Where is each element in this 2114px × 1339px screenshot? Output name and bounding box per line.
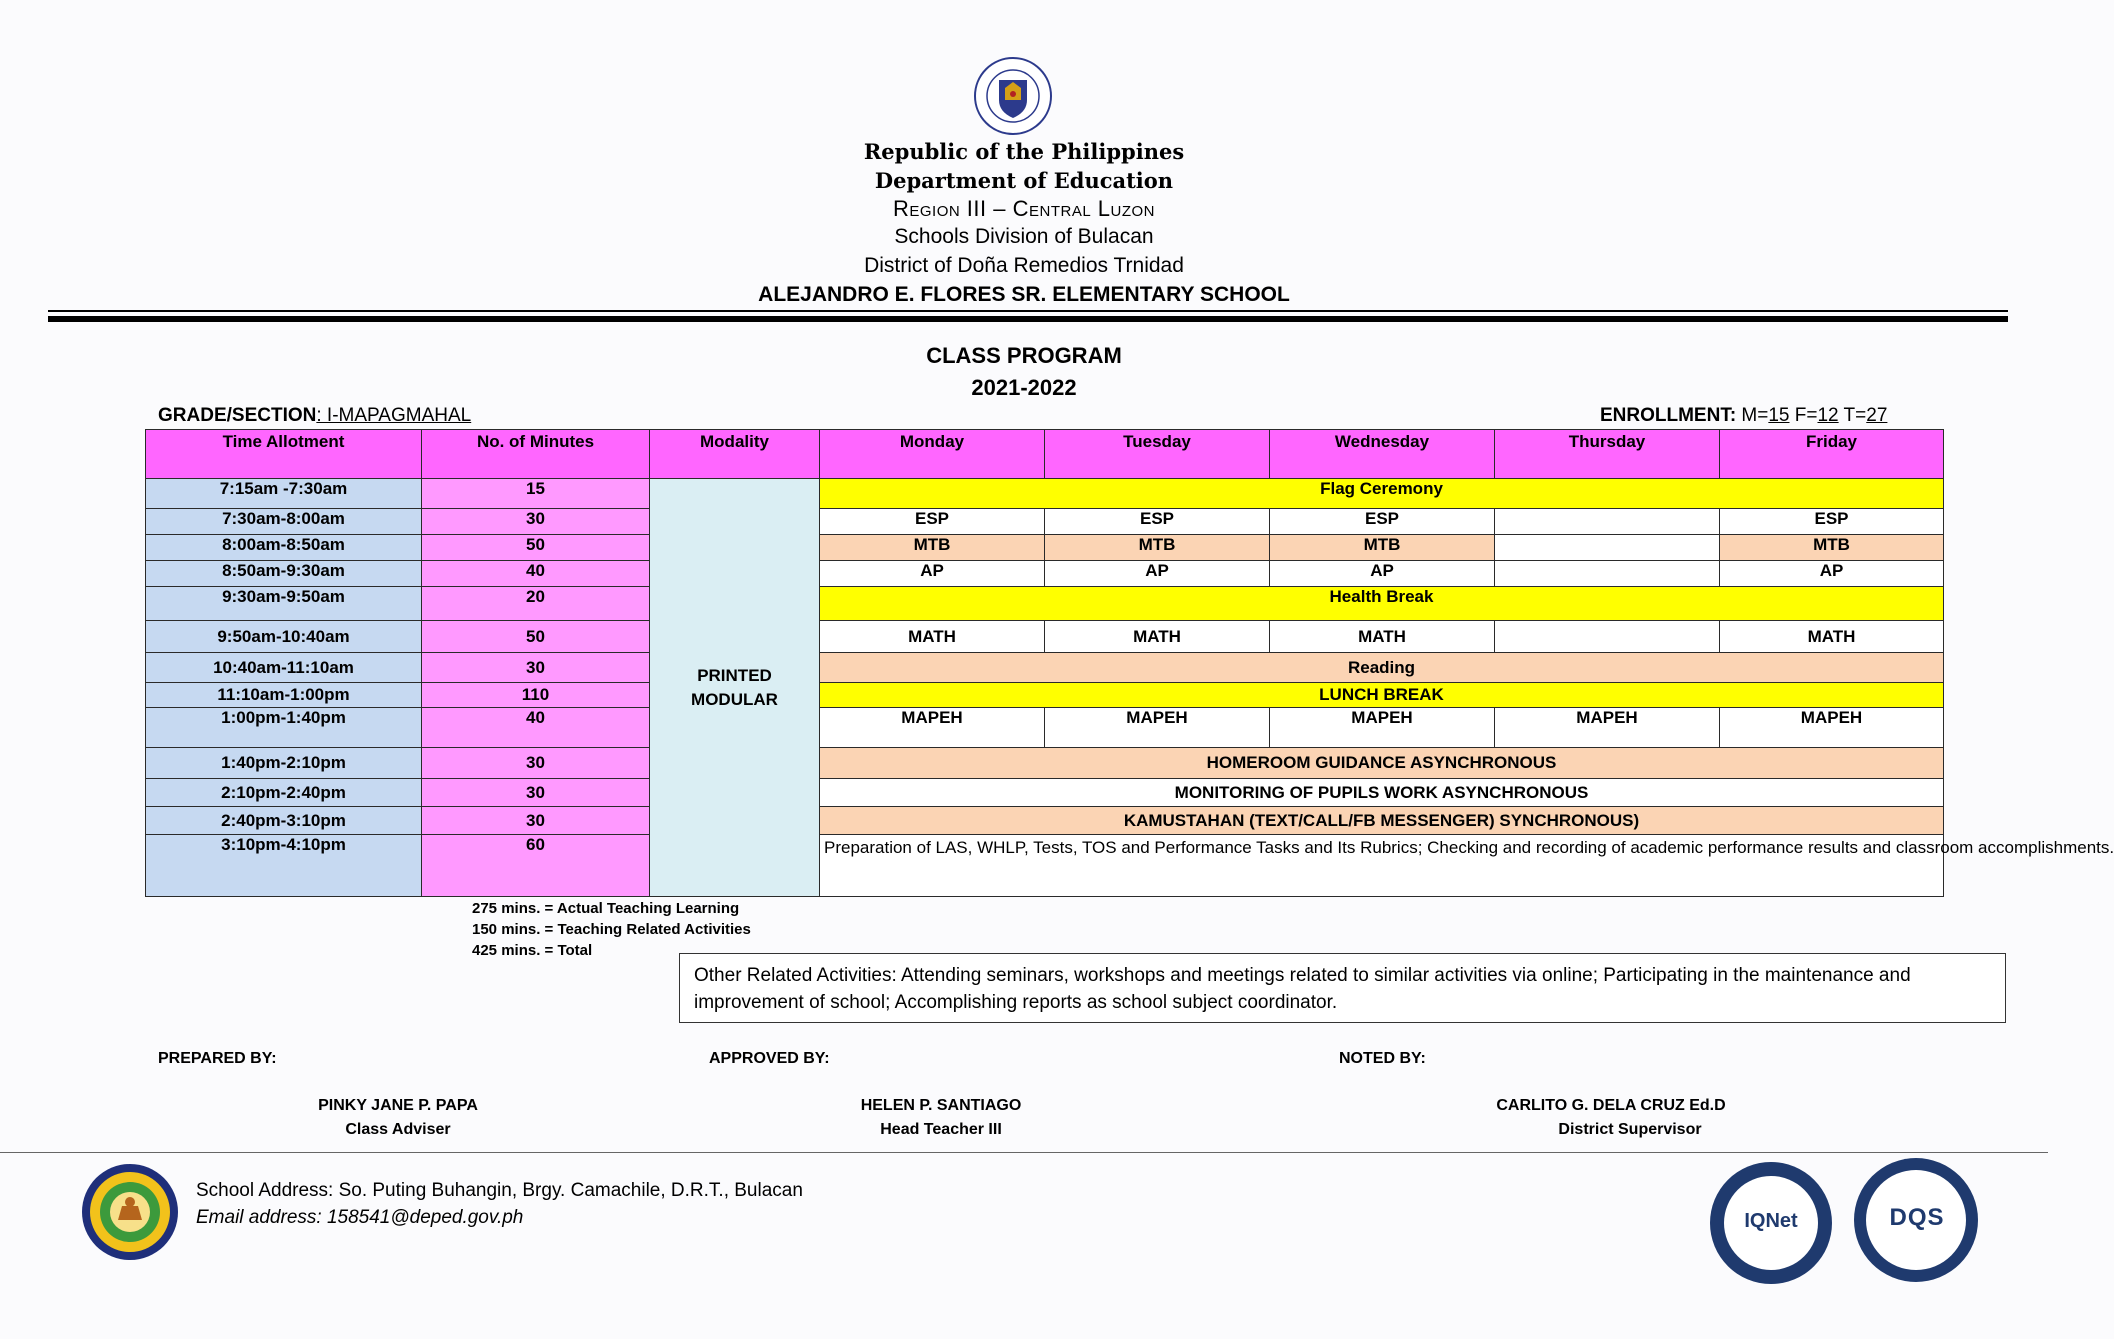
summary-line: 275 mins. = Actual Teaching Learning (472, 900, 740, 917)
other-activities-box: Other Related Activities: Attending seminars, workshops and meetings related to similar activities via online; Participating in the maintenance and improvement of school; Accomplishing reports as school subject coordinator. (679, 953, 2006, 1023)
noted-name: CARLITO G. DELA CRUZ Ed.D (1496, 1097, 1726, 1114)
iqnet-label: IQNet (1744, 1210, 1798, 1232)
subject-cell: MAPEH (1495, 708, 1720, 748)
monitoring-cell: MONITORING OF PUPILS WORK ASYNCHRONOUS (820, 779, 1944, 807)
minutes-cell: 30 (422, 807, 650, 835)
header-divider-thick (48, 316, 2008, 322)
prepared-name: PINKY JANE P. PAPA (318, 1097, 478, 1114)
enrollment-f: 12 (1817, 405, 1839, 426)
subject-cell: MTB (820, 535, 1045, 561)
enrollment-m: 15 (1768, 405, 1790, 426)
minutes-cell: 40 (422, 561, 650, 587)
table-row (146, 479, 1944, 509)
subject-cell (1495, 535, 1720, 561)
subject-cell: AP (1045, 561, 1270, 587)
school-email: Email address: 158541@deped.gov.ph (196, 1207, 524, 1228)
region-line: Region III – Central Luzon (892, 196, 1156, 221)
table-row (146, 683, 1944, 708)
table-row (146, 708, 1944, 748)
header-monday: Monday (820, 430, 1045, 479)
reading-cell: Reading (820, 653, 1944, 683)
subject-cell: MTB (1270, 535, 1495, 561)
time-cell: 10:40am-11:10am (146, 653, 422, 683)
header-time-allotment: Time Allotment (146, 430, 422, 479)
subject-cell (1495, 509, 1720, 535)
republic-line: Republic of the Philippines (863, 139, 1185, 164)
dqs-iso-badge (1844, 1158, 1990, 1282)
header-modality: Modality (650, 430, 820, 479)
table-row (146, 835, 1944, 897)
table-row (146, 509, 1944, 535)
minutes-cell: 50 (422, 621, 650, 653)
time-cell: 9:30am-9:50am (146, 587, 422, 621)
minutes-cell: 50 (422, 535, 650, 561)
enrollment-t-label: T= (1838, 405, 1867, 426)
enrollment-label: ENROLLMENT: (1600, 405, 1737, 426)
subject-cell: MTB (1720, 535, 1944, 561)
subject-cell: MATH (1270, 621, 1495, 653)
header-thursday: Thursday (1495, 430, 1720, 479)
time-cell: 9:50am-10:40am (146, 621, 422, 653)
header-wednesday: Wednesday (1270, 430, 1495, 479)
subject-cell: MAPEH (1045, 708, 1270, 748)
minutes-cell: 110 (422, 683, 650, 708)
preparation-cell: Preparation of LAS, WHLP, Tests, TOS and Performance Tasks and Its Rubrics; Checking and recording of academic performance results and classroom accomplishments. (820, 835, 1944, 897)
document-title: CLASS PROGRAM (926, 343, 1122, 368)
subject-cell: ESP (1720, 509, 1944, 535)
table-row (146, 807, 1944, 835)
subject-cell: AP (1270, 561, 1495, 587)
minutes-cell: 30 (422, 779, 650, 807)
subject-cell (1495, 621, 1720, 653)
modality-line-1: PRINTED (697, 665, 772, 685)
lunch-break-cell: LUNCH BREAK (820, 683, 1944, 708)
header-tuesday: Tuesday (1045, 430, 1270, 479)
department-line: Department of Education (874, 168, 1174, 193)
table-row (146, 561, 1944, 587)
time-cell: 8:50am-9:30am (146, 561, 422, 587)
summary-line: 150 mins. = Teaching Related Activities (472, 921, 751, 938)
subject-cell: ESP (1045, 509, 1270, 535)
subject-cell: ESP (1270, 509, 1495, 535)
noted-position: District Supervisor (1558, 1121, 1702, 1138)
minutes-cell: 20 (422, 587, 650, 621)
iqnet-certified-badge (1710, 1162, 1832, 1284)
time-cell: 1:40pm-2:10pm (146, 748, 422, 779)
header-minutes: No. of Minutes (422, 430, 650, 479)
subject-cell: MAPEH (1720, 708, 1944, 748)
deped-seal-logo (958, 56, 1068, 136)
grade-section-label: GRADE/SECTION (158, 405, 317, 426)
approved-name: HELEN P. SANTIAGO (860, 1097, 1022, 1114)
table-row (146, 653, 1944, 683)
subject-cell: MAPEH (820, 708, 1045, 748)
grade-section-value: : I-MAPAGMAHAL (316, 405, 472, 426)
approved-by-label: APPROVED BY: (709, 1050, 830, 1067)
time-cell: 7:30am-8:00am (146, 509, 422, 535)
division-line: Schools Division of Bulacan (894, 225, 1154, 248)
time-cell: 8:00am-8:50am (146, 535, 422, 561)
subject-cell (1495, 561, 1720, 587)
minutes-cell: 15 (422, 479, 650, 509)
subject-cell: ESP (820, 509, 1045, 535)
minutes-cell: 30 (422, 748, 650, 779)
kamustahan-cell: KAMUSTAHAN (TEXT/CALL/FB MESSENGER) SYNCHRONOUS) (820, 807, 1944, 835)
enrollment (1600, 405, 1887, 427)
minutes-cell: 60 (422, 835, 650, 897)
table-row (146, 621, 1944, 653)
subject-cell: MATH (1045, 621, 1270, 653)
modality-cell (650, 479, 820, 897)
footer-divider (0, 1152, 2048, 1153)
class-program-table (145, 429, 2114, 897)
enrollment-m-label: M= (1736, 405, 1769, 426)
enrollment-f-label: F= (1789, 405, 1818, 426)
summary-line: 425 mins. = Total (472, 942, 593, 959)
school-address: School Address: So. Puting Buhangin, Brgy. Camachile, D.R.T., Bulacan (196, 1180, 803, 1201)
modality-line-2: MODULAR (691, 689, 778, 709)
prepared-by-label: PREPARED BY: (158, 1050, 277, 1067)
time-cell: 2:10pm-2:40pm (146, 779, 422, 807)
subject-cell: MTB (1045, 535, 1270, 561)
subject-cell: MAPEH (1270, 708, 1495, 748)
grade-section (158, 405, 471, 427)
minutes-cell: 30 (422, 653, 650, 683)
table-row (146, 535, 1944, 561)
subject-cell: MATH (1720, 621, 1944, 653)
enrollment-t: 27 (1866, 405, 1888, 426)
district-line: District of Doña Remedios Trnidad (864, 254, 1184, 277)
table-row (146, 779, 1944, 807)
approved-position: Head Teacher III (880, 1121, 1002, 1138)
time-cell: 11:10am-1:00pm (146, 683, 422, 708)
time-cell: 2:40pm-3:10pm (146, 807, 422, 835)
table-row (146, 748, 1944, 779)
minutes-cell: 30 (422, 509, 650, 535)
time-cell: 1:00pm-1:40pm (146, 708, 422, 748)
school-name: ALEJANDRO E. FLORES SR. ELEMENTARY SCHOOL (758, 283, 1290, 306)
school-year: 2021-2022 (971, 375, 1077, 400)
header-friday: Friday (1720, 430, 1944, 479)
time-cell: 3:10pm-4:10pm (146, 835, 422, 897)
header-divider-thin (48, 310, 2008, 312)
health-break-cell: Health Break (820, 587, 1944, 621)
table-row (146, 587, 1944, 621)
subject-cell: AP (820, 561, 1045, 587)
minutes-cell: 40 (422, 708, 650, 748)
minutes-summary (472, 898, 751, 961)
noted-by-label: NOTED BY: (1339, 1050, 1426, 1067)
flag-ceremony-cell: Flag Ceremony (820, 479, 1944, 509)
subject-cell: AP (1720, 561, 1944, 587)
time-cell: 7:15am -7:30am (146, 479, 422, 509)
subject-cell: MATH (820, 621, 1045, 653)
school-logo (80, 1160, 180, 1264)
dqs-label: DQS (1889, 1204, 1945, 1231)
prepared-position: Class Adviser (345, 1121, 451, 1138)
homeroom-cell: HOMEROOM GUIDANCE ASYNCHRONOUS (820, 748, 1944, 779)
